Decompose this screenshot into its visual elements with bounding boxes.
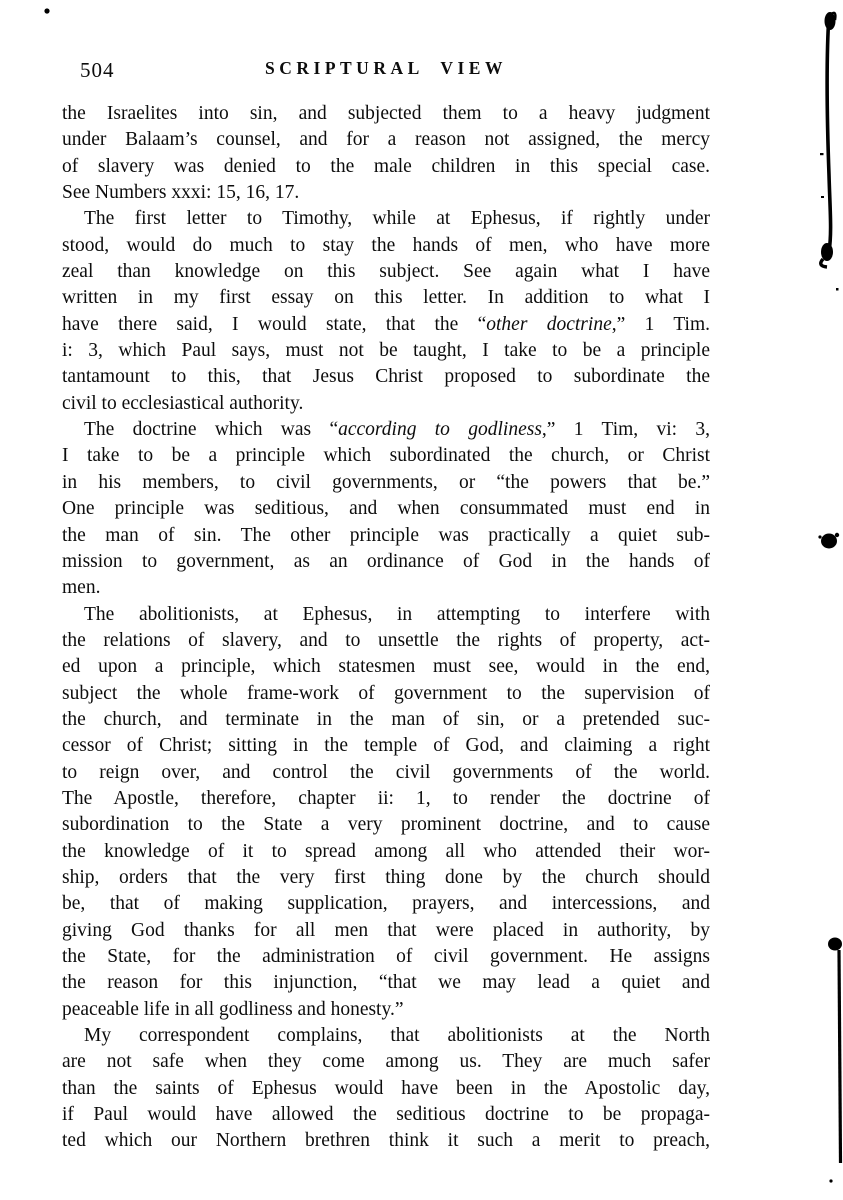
page-header (62, 56, 710, 84)
text-line: peaceable life in all godliness and honesty.” (62, 998, 404, 1020)
text-line: zeal than knowledge on this subject. See again what I have (62, 261, 710, 283)
text-line: tantamount to this, that Jesus Christ proposed to subordinate the (62, 366, 710, 388)
ink-speck-top-left (44, 8, 49, 13)
text-line: i: 3, which Paul says, must not be taught, I take to be a principle (62, 340, 710, 362)
text-line: subordination to the State a very prominent doctrine, and to cause (62, 814, 710, 836)
text-line: stood, would do much to stay the hands of men, who have more (62, 234, 710, 256)
text-line: the man of sin. The other principle was practically a quiet sub- (62, 524, 710, 546)
text-line: be, that of making supplication, prayers, and intercessions, and (62, 893, 710, 915)
text-line: cessor of Christ; sitting in the temple of God, and claiming a right (62, 735, 710, 757)
binding-scratch-top-right (820, 12, 839, 291)
text-line: ted which our Northern brethren think it such a merit to preach, (62, 1130, 710, 1152)
text-line: than the saints of Ephesus would have been in the Apostolic day, (62, 1077, 710, 1099)
text-line: The doctrine which was “according to godliness,” 1 Tim, vi: 3, (84, 419, 711, 441)
text-line: One principle was seditious, and when consummated must end in (62, 498, 710, 520)
page-body (62, 101, 710, 1155)
text-line: written in my first essay on this letter. In addition to what I (62, 287, 710, 309)
text-line: the relations of slavery, and to unsettle the rights of property, act- (62, 629, 710, 651)
text-line: the church, and terminate in the man of sin, or a pretended suc- (62, 708, 710, 730)
page-number: 504 (80, 58, 115, 82)
text-line: giving God thanks for all men that were placed in authority, by (62, 919, 710, 941)
text-line: under Balaam’s counsel, and for a reason not assigned, the mercy (62, 129, 710, 151)
text-line: men. (62, 577, 101, 599)
text-line: have there said, I would state, that the “other doctrine,” 1 Tim. (62, 313, 710, 335)
text-line: ship, orders that the very first thing done by the church should (62, 866, 710, 888)
text-line: ed upon a principle, which statesmen must see, would in the end, (62, 656, 710, 678)
binding-scratch-bottom-right (828, 938, 842, 1183)
text-line: mission to government, as an ordinance of God in the hands of (62, 550, 710, 572)
text-line: The abolitionists, at Ephesus, in attempting to interfere with (84, 603, 710, 625)
text-line: The first letter to Timothy, while at Ephesus, if rightly under (84, 208, 710, 230)
text-line: the Israelites into sin, and subjected them to a heavy judgment (62, 103, 710, 124)
text-line: in his members, to civil governments, or “the powers that be.” (62, 471, 710, 493)
running-header: SCRIPTURAL VIEW (265, 58, 507, 78)
text-line: civil to ecclesiastical authority. (62, 392, 304, 414)
text-line: to reign over, and control the civil governments of the world. (62, 761, 710, 783)
text-line: if Paul would have allowed the seditious doctrine to be propaga- (62, 1104, 710, 1126)
text-line: The Apostle, therefore, chapter ii: 1, to render the doctrine of (62, 787, 710, 809)
text-line: See Numbers xxxi: 15, 16, 17. (62, 182, 300, 204)
text-line: the knowledge of it to spread among all who attended their wor- (62, 840, 710, 862)
text-line: are not safe when they come among us. They are much safer (62, 1051, 710, 1073)
text-line: the reason for this injunction, “that we may lead a quiet and (62, 972, 710, 994)
text-line: the State, for the administration of civil government. He assigns (62, 946, 710, 967)
text-line: My correspondent complains, that abolitionists at the North (84, 1025, 710, 1047)
ink-blob-mid-right (818, 533, 839, 549)
text-line: of slavery was denied to the male children in this special case. (62, 155, 710, 177)
text-line: I take to be a principle which subordinated the church, or Christ (62, 445, 710, 467)
text-line: subject the whole frame-work of government to the supervision of (62, 682, 710, 704)
